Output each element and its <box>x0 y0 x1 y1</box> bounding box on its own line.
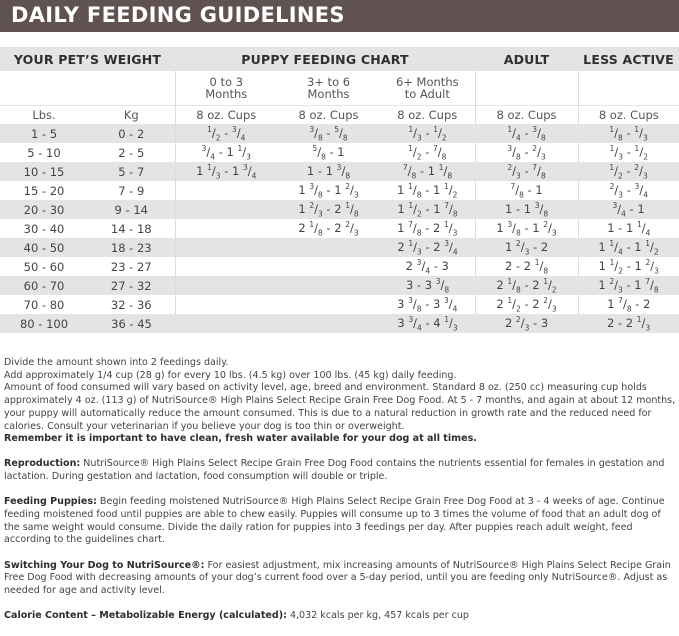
sub-header-line: to Adult <box>404 86 450 101</box>
header-weight: YOUR PET’S WEIGHT <box>0 47 175 71</box>
cell-lbs: 40 - 50 <box>0 238 88 257</box>
note-reproduction <box>4 458 676 483</box>
table-row <box>0 295 679 314</box>
group-header-row <box>0 47 679 71</box>
cell-less-active: 1 $^1/_2 - 1$ $^2/_3$ <box>578 257 679 276</box>
cell-adult: 2 $^2/_3 - 3$ <box>475 314 578 333</box>
cell-kg: 18 - 23 <box>88 238 175 257</box>
cell-p3: 1 $^1/_2 - 1$ $^7/_8$ <box>380 200 475 219</box>
cell-adult: 1 $^3/_8 - 1$ $^2/_3$ <box>475 219 578 238</box>
cell-adult: $^1/_4 - ^3/_8$ <box>475 124 578 143</box>
cell-p2: 2 $^1/_8 - 2$ $^2/_3$ <box>298 219 359 238</box>
sub-header-0-3-months <box>175 71 277 105</box>
cell-kg: 23 - 27 <box>110 259 152 274</box>
cell-p1: $^1/_2 - ^3/_4$ <box>175 124 277 143</box>
cell-adult: 2 $^1/_8 - 2$ $^1/_2$ <box>475 276 578 295</box>
cell-adult: 2 - 2 $^1/_8$ <box>475 257 578 276</box>
cell-p1 <box>175 295 277 314</box>
cell-lbs: 80 - 100 <box>0 314 88 333</box>
cell-adult: $^2/_3 - ^7/_8$ <box>475 162 578 181</box>
table-row <box>0 124 679 143</box>
table-row <box>0 257 679 276</box>
note-divide: Divide the amount shown into 2 feedings daily. <box>4 357 229 368</box>
table-row <box>0 238 679 257</box>
cell-p1 <box>175 238 277 257</box>
reproduction-label: Reproduction: <box>4 458 81 470</box>
unit-cups: 8 oz. Cups <box>175 105 277 124</box>
cell-kg: 7 - 9 <box>118 183 145 198</box>
cell-lbs: 60 - 70 <box>0 276 88 295</box>
cell-p3: 1 $^1/_8 - 1$ $^1/_2$ <box>397 181 458 200</box>
cell-lbs: 10 - 15 <box>0 162 88 181</box>
cell-kg: 9 - 14 <box>88 200 175 219</box>
cell-less-active: $^1/_2 - ^2/_3$ <box>578 162 679 181</box>
note-calorie <box>4 610 676 623</box>
calorie-text: 4,032 kcals per kg, 457 kcals per cup <box>286 610 469 622</box>
cell-lbs: 15 - 20 <box>23 183 65 198</box>
cell-p2 <box>277 238 380 257</box>
table-body <box>0 124 679 333</box>
cell-kg: 5 - 7 <box>88 162 175 181</box>
feeding-puppies-text: Begin feeding moistened NutriSource® High Plains Select Recipe Grain Free Dog Food at 3 - 4 weeks of age. Continue feeding moistened food until puppies are able to chew easily. Puppies will consume up to 3 times the volume of food that an adult dog of the same weight would consume. Divide the daily ration for puppies into 3 feedings per day. After puppies reach adult weight, feed according to the guidelines chart. <box>4 496 665 546</box>
table-row <box>0 200 679 219</box>
cell-kg: 32 - 36 <box>110 297 152 312</box>
note-over-100: Add approximately 1/4 cup (28 g) for every 10 lbs. (4.5 kg) over 100 lbs. (45 kg) daily feeding. <box>4 369 457 381</box>
table-row <box>0 219 679 238</box>
title-bar <box>0 0 679 32</box>
cell-less-active: 2 - 2 $^1/_3$ <box>578 314 679 333</box>
cell-lbs: 20 - 30 <box>0 200 88 219</box>
cell-kg: 2 - 5 <box>118 145 145 160</box>
cell-adult: 1 - 1 $^3/_8$ <box>475 200 578 219</box>
unit-cups: 8 oz. Cups <box>475 105 578 124</box>
unit-lbs: Lbs. <box>0 105 88 124</box>
note-feeding-puppies <box>4 496 676 547</box>
sub-header-6-adult <box>380 71 475 105</box>
cell-adult: 2 $^1/_2 - 2$ $^2/_3$ <box>475 295 578 314</box>
table-row <box>0 162 679 181</box>
cell-p3: $^7/_8 - 1$ $^1/_8$ <box>380 162 475 181</box>
cell-less-active: $^3/_4 - 1$ <box>578 200 679 219</box>
cell-less-active: $^1/_3 - ^1/_2$ <box>578 143 679 162</box>
unit-cups: 8 oz. Cups <box>380 105 475 124</box>
cell-p2 <box>277 276 380 295</box>
cell-p1 <box>175 181 277 200</box>
cell-p2 <box>277 257 380 276</box>
cell-p1: 1 $^1/_3 - 1$ $^3/_4$ <box>175 162 277 181</box>
cell-lbs: 50 - 60 <box>23 259 65 274</box>
cell-adult: 1 $^2/_3 - 2$ <box>475 238 578 257</box>
cell-lbs: 70 - 80 <box>23 297 65 312</box>
header-less-active: LESS ACTIVE <box>578 47 679 71</box>
calorie-label: Calorie Content – Metabolizable Energy (calculated): <box>4 610 287 622</box>
cell-lbs: 5 - 10 <box>27 145 61 160</box>
cell-p2: $^3/_8 - ^5/_8$ <box>277 124 380 143</box>
feeding-notes <box>4 357 676 623</box>
cell-less-active: 1 $^1/_4 - 1$ $^1/_2$ <box>578 238 679 257</box>
reproduction-text: NutriSource® High Plains Select Recipe Grain Free Dog Food contains the nutrients essential for females in gestation and lactation. During gestation and lactation, food consumption will double or triple. <box>4 458 665 483</box>
cell-adult: $^3/_8 - ^2/_3$ <box>475 143 578 162</box>
cell-less-active: 1 $^7/_8 - 2$ <box>578 295 679 314</box>
cell-p1 <box>175 257 277 276</box>
feeding-table <box>0 47 679 333</box>
units-row <box>0 105 679 124</box>
cell-p2 <box>277 295 380 314</box>
cell-adult: $^7/_8 - 1$ <box>475 181 578 200</box>
unit-cups: 8 oz. Cups <box>578 105 679 124</box>
cell-p3: 2 $^3/_4 - 3$ <box>405 257 449 276</box>
table-row <box>0 314 679 333</box>
feeding-puppies-label: Feeding Puppies: <box>4 496 97 508</box>
cell-kg: 0 - 2 <box>88 124 175 143</box>
cell-less-active: $^2/_3 - ^3/_4$ <box>578 181 679 200</box>
cell-p3: 2 $^1/_3 - 2$ $^3/_4$ <box>380 238 475 257</box>
cell-kg: 14 - 18 <box>110 221 152 236</box>
note-switching <box>4 560 676 598</box>
sub-header-3-6-months <box>277 71 380 105</box>
sub-header-line: Months <box>205 86 248 101</box>
switching-text: For easiest adjustment, mix increasing amounts of NutriSource® High Plains Select Recipe Grain Free Dog Food with decreasing amounts of your dog’s current food over a 5-day period, until you are feeding only NutriSource®. Adjust as needed for age and activity level. <box>4 559 671 597</box>
sub-header-line: 0 to 3 <box>209 74 244 89</box>
cell-less-active: 1 $^2/_3 - 1$ $^7/_8$ <box>578 276 679 295</box>
table-row <box>0 181 679 200</box>
cell-p2: 1 - 1 $^3/_8$ <box>277 162 380 181</box>
page-title: DAILY FEEDING GUIDELINES <box>11 3 345 27</box>
cell-p1 <box>175 200 277 219</box>
cell-kg: 27 - 32 <box>88 276 175 295</box>
cell-lbs: 1 - 5 <box>0 124 88 143</box>
cell-p2 <box>277 314 380 333</box>
cell-kg: 36 - 45 <box>88 314 175 333</box>
cell-p1 <box>175 219 277 238</box>
cell-p1 <box>175 314 277 333</box>
cell-lbs: 30 - 40 <box>23 221 65 236</box>
table-row <box>0 143 679 162</box>
note-water-bold: Remember it is important to have clean, fresh water available for your dog at all times. <box>4 433 477 445</box>
unit-kg: Kg <box>88 105 175 124</box>
cell-p2: 1 $^2/_3 - 2$ $^1/_8$ <box>277 200 380 219</box>
cell-p3: $^1/_2 - ^7/_8$ <box>408 143 447 162</box>
table-row <box>0 276 679 295</box>
switching-label: Switching Your Dog to NutriSource®: <box>4 559 205 571</box>
sub-header-less-active-blank <box>578 71 679 105</box>
note-water <box>4 433 676 446</box>
unit-cups: 8 oz. Cups <box>277 105 380 124</box>
sub-header-blank <box>0 71 175 105</box>
cell-p3: 3 - 3 $^3/_8$ <box>380 276 475 295</box>
header-puppy: PUPPY FEEDING CHART <box>175 47 475 71</box>
sub-header-line: Months <box>307 86 350 101</box>
sub-header-line: 6+ Months <box>395 74 459 89</box>
cell-p2: 1 $^3/_8 - 1$ $^2/_3$ <box>298 181 359 200</box>
cell-p3: 3 $^3/_4 - 4$ $^1/_3$ <box>380 314 475 333</box>
cell-p1: $^3/_4 - 1$ $^1/_3$ <box>175 143 277 162</box>
cell-less-active: $^1/_8 - ^1/_3$ <box>578 124 679 143</box>
cell-p3: $^1/_3 - ^1/_2$ <box>380 124 475 143</box>
sub-header-line: 3+ to 6 <box>306 74 351 89</box>
sub-header-row <box>0 71 679 105</box>
cell-less-active: 1 - 1 $^1/_4$ <box>578 219 679 238</box>
cell-p1 <box>175 276 277 295</box>
cell-p3: 1 $^7/_8 - 2$ $^1/_3$ <box>397 219 458 238</box>
cell-p3: 3 $^3/_8 - 3$ $^3/_4$ <box>397 295 458 314</box>
cell-p2: $^5/_8 - 1$ <box>312 143 345 162</box>
header-adult: ADULT <box>475 47 578 71</box>
note-amount: Amount of food consumed will vary based on activity level, age, breed and environment. Standard 8 oz. (250 cc) measuring cup holds approximately 4 oz. (113 g) of NutriSource® High Plains Select Recipe Grain Free Dog Food. At 5 - 7 months, and again at about 12 months, your puppy will automatically reduce the amount consumed. This is due to a natural reduction in growth rate and the reduced need for calories. Consult your veterinarian if you believe your dog is too thin or overweight. <box>4 382 676 432</box>
sub-header-adult-blank <box>475 71 578 105</box>
